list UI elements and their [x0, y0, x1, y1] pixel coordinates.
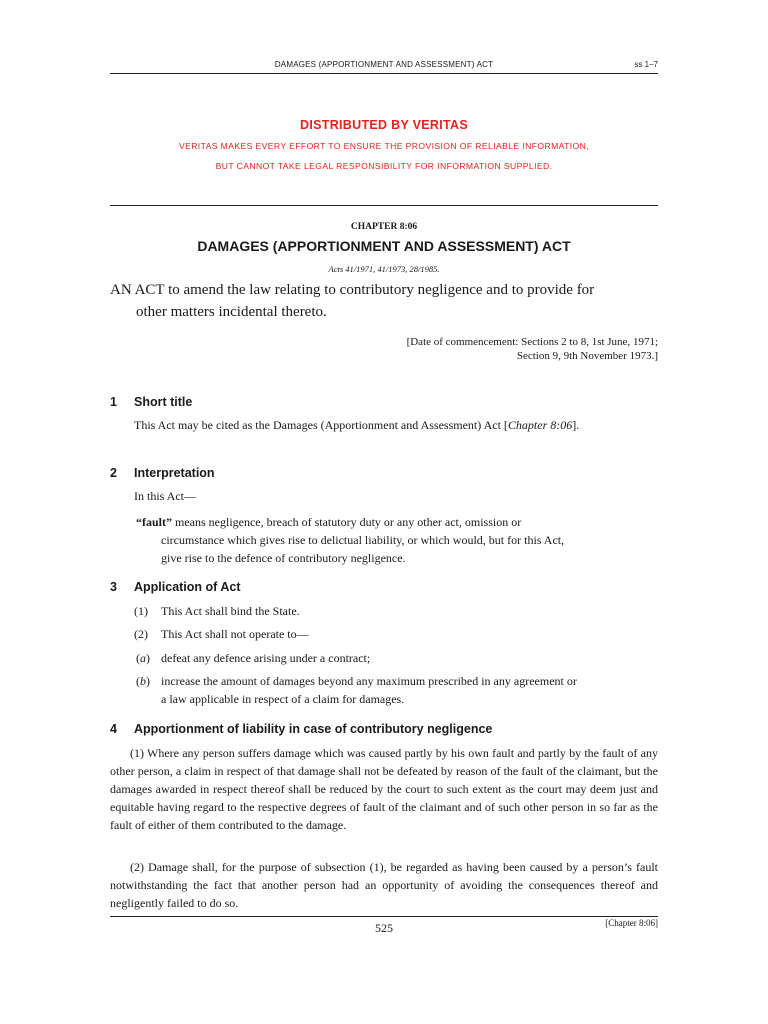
section-title: Interpretation	[134, 466, 215, 480]
distributor-disclaimer-line-1: VERITAS MAKES EVERY EFFORT TO ENSURE THE PROVISION OF RELIABLE INFORMATION,	[178, 141, 590, 151]
section-4-heading	[110, 722, 658, 736]
distributor-title: DISTRIBUTED BY VERITAS	[300, 118, 468, 132]
definition-fault: “fault” means negligence, breach of statutory duty or any other act, omission or circumstance which gives rise to delictual liability, or which would, but for this Act, give rise to the defence of contributory negligence.	[136, 515, 565, 565]
footer-rule	[110, 916, 658, 917]
defined-term: “fault”	[136, 515, 172, 529]
subsection-1: (1) This Act shall bind the State.	[134, 604, 300, 618]
long-title-line-2: other matters incidental thereto.	[136, 304, 327, 320]
section-1-heading	[110, 395, 658, 409]
page-number: 525	[375, 921, 393, 935]
subsection-number: (2)	[134, 627, 148, 641]
chapter-reference: Chapter 8:06	[507, 418, 573, 432]
paragraph-letter: (a)	[136, 651, 150, 665]
running-header	[110, 57, 658, 74]
commencement-line-2: Section 9, 9th November 1973.]	[516, 350, 658, 362]
section-4-subsection-1: (1) Where any person suffers damage which was caused partly by his own fault and partly by the fault of any other person, a claim in respect of that damage shall not be defeated by reason of the fault of the claimant, but the damages awarded in respect thereof shall be reduced by the court to such extent as the court may deem just and equitable having regard to the respective degrees of fault of the claimant and of such other person in so far as the fault of either of them contributed to the damage.	[110, 746, 658, 832]
subsection-2: (2) This Act shall not operate to—	[134, 627, 309, 641]
paragraph-letter: (b)	[136, 674, 150, 688]
section-title: Application of Act	[134, 580, 241, 594]
running-header-title: DAMAGES (APPORTIONMENT AND ASSESSMENT) ACT	[274, 60, 494, 69]
section-4-subsection-2: (2) Damage shall, for the purpose of subsection (1), be regarded as having been caused by a person’s fault notwithstanding the fact that another person had an opportunity of avoiding the consequences thereof and negligently failed to do so.	[110, 860, 658, 910]
commencement-note	[407, 335, 658, 363]
commencement-line-1: [Date of commencement: Sections 2 to 8, 1st June, 1971;	[406, 336, 658, 348]
section-number: 2	[110, 466, 117, 480]
distributor-disclaimer-line-2: BUT CANNOT TAKE LEGAL RESPONSIBILITY FOR INFORMATION SUPPLIED.	[215, 161, 553, 171]
amending-acts: Acts 41/1971, 41/1973, 28/1985.	[328, 264, 440, 274]
long-title	[110, 279, 658, 323]
interpretation-intro: In this Act—	[134, 489, 196, 503]
running-header-sections: ss 1–7	[634, 60, 658, 69]
section-title: Short title	[134, 395, 193, 409]
section-number: 3	[110, 580, 117, 594]
paragraph-b: (b) increase the amount of damages beyond any maximum prescribed in any agreement or a law applicable in respect of a claim for damages.	[136, 674, 577, 706]
distributor-notice	[110, 118, 658, 171]
chapter-number: CHAPTER 8:06	[350, 222, 418, 232]
act-title: DAMAGES (APPORTIONMENT AND ASSESSMENT) ACT	[197, 238, 571, 254]
section-1-text: This Act may be cited as the Damages (Apportionment and Assessment) Act [Chapter 8:06].	[134, 418, 580, 432]
subsection-number: (1)	[134, 604, 148, 618]
section-2-heading	[110, 466, 658, 480]
section-number: 4	[110, 722, 117, 736]
long-title-line-1: AN ACT to amend the law relating to contributory negligence and to provide for	[110, 282, 595, 298]
section-3-heading	[110, 580, 658, 594]
divider-rule	[110, 205, 658, 206]
section-title: Apportionment of liability in case of contributory negligence	[134, 722, 493, 736]
section-number: 1	[110, 395, 117, 409]
footer-chapter-reference: [Chapter 8:06]	[605, 918, 658, 928]
paragraph-a: (a) defeat any defence arising under a contract;	[136, 651, 371, 665]
